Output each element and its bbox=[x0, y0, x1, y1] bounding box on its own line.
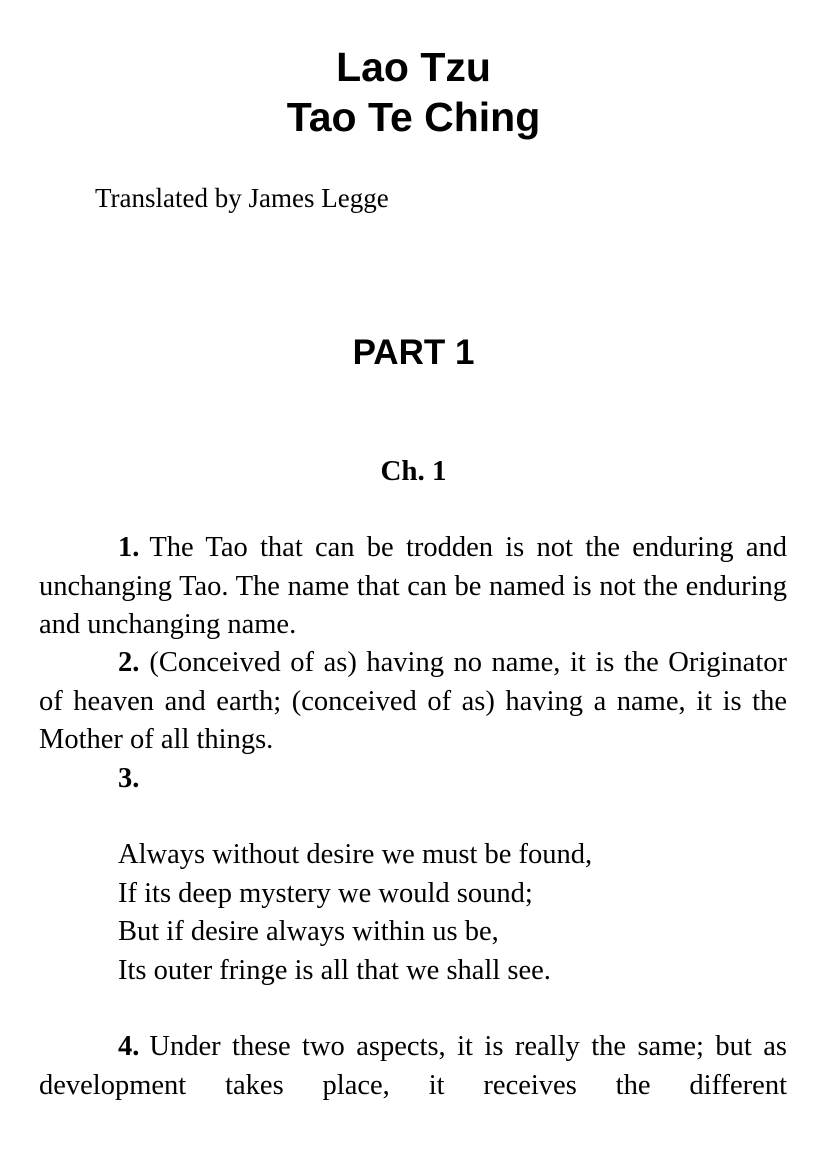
paragraph-text: The Tao that can be trodden is not the enduring and unchanging Tao. The name that can be named is not the enduring and unchanging name. bbox=[39, 532, 787, 640]
paragraph-4 bbox=[39, 1028, 787, 1105]
translator-credit: Translated by James Legge bbox=[95, 183, 389, 213]
paragraph-text: Under these two aspects, it is really the same; but as development takes place, it receives the different bbox=[39, 1031, 787, 1101]
paragraph-1 bbox=[39, 529, 787, 645]
paragraph-number: 3. bbox=[118, 763, 140, 794]
verse-line: Always without desire we must be found, bbox=[118, 839, 593, 870]
paragraph-number: 4. bbox=[118, 1031, 140, 1062]
paragraph-3 bbox=[39, 760, 787, 799]
chapter-heading: Ch. 1 bbox=[380, 455, 447, 487]
paragraph-number: 2. bbox=[118, 647, 140, 678]
author-title: Lao Tzu bbox=[336, 44, 491, 90]
part-heading: PART 1 bbox=[352, 333, 475, 372]
verse-line: If its deep mystery we would sound; bbox=[118, 877, 533, 909]
paragraph-text: (Conceived of as) having no name, it is the Originator of heaven and earth; (conceived of as) having a name, it is the Mother of all things. bbox=[39, 647, 787, 755]
book-title: Tao Te Ching bbox=[286, 94, 541, 140]
paragraph-number: 1. bbox=[118, 532, 140, 563]
verse-line: Its outer fringe is all that we shall see. bbox=[118, 954, 551, 986]
verse-line: But if desire always within us be, bbox=[118, 916, 499, 947]
verse-block bbox=[118, 836, 818, 990]
paragraph-2 bbox=[39, 644, 787, 760]
